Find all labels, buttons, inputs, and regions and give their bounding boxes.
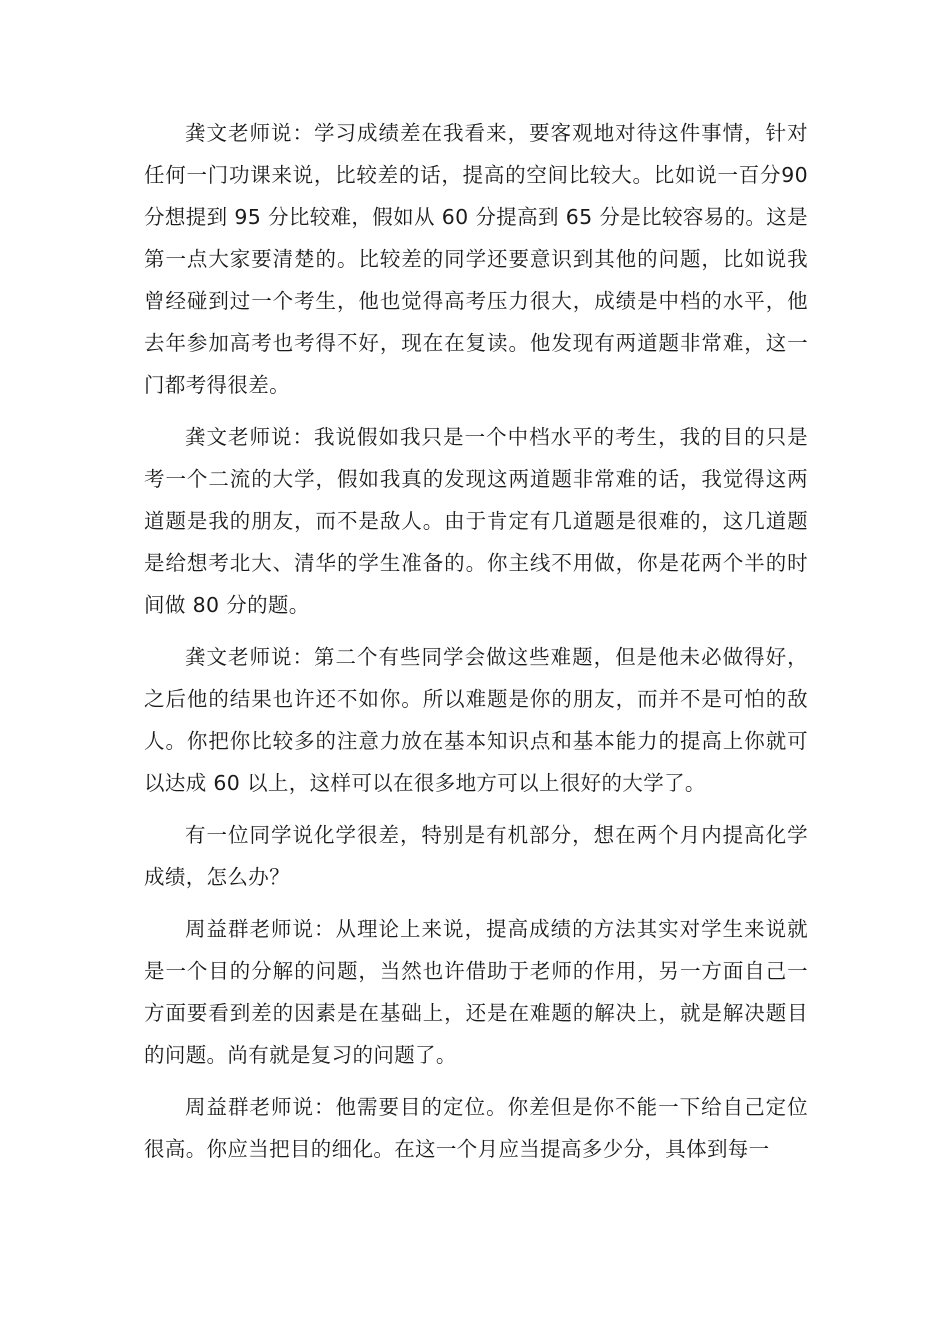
- paragraph: 周益群老师说：从理论上来说，提高成绩的方法其实对学生来说就是一个目的分解的问题，当然也许借助于老师的作用，另一方面自己一方面要看到差的因素是在基础上，还是在难题的解决上，就是解决题目的问题。尚有就是复习的问题了。: [144, 917, 808, 1067]
- paragraph: 龚文老师说：我说假如我只是一个中档水平的考生，我的目的只是考一个二流的大学，假如我真的发现这两道题非常难的话，我觉得这两道题是我的朋友，而不是敌人。由于肯定有几道题是很难的，这几道题是给想考北大、清华的学生准备的。你主线不用做，你是花两个半的时间做 80 分的题。: [144, 425, 808, 617]
- paragraph: 龚文老师说：第二个有些同学会做这些难题，但是他未必做得好，之后他的结果也许还不如你。所以难题是你的朋友，而并不是可怕的敌人。你把你比较多的注意力放在基本知识点和基本能力的提高上你就可以达成 60 以上，这样可以在很多地方可以上很好的大学了。: [144, 645, 808, 795]
- paragraph: 龚文老师说：学习成绩差在我看来，要客观地对待这件事情，针对任何一门功课来说，比较差的话，提高的空间比较大。比如说一百分90 分想提到 95 分比较难，假如从 60 分提高到 65 分是比较容易的。这是第一点大家要清楚的。比较差的同学还要意识到其他的问题，比如说我曾经碰到过一个考生，他也觉得高考压力很大，成绩是中档的水平，他去年参加高考也考得不好，现在在复读。他发现有两道题非常难，这一门都考得很差。: [144, 121, 808, 397]
- document-body: [144, 112, 808, 1180]
- paragraph: 周益群老师说：他需要目的定位。你差但是你不能一下给自己定位很高。你应当把目的细化。在这一个月应当提高多少分，具体到每一: [144, 1095, 808, 1161]
- paragraph: 有一位同学说化学很差，特别是有机部分，想在两个月内提高化学成绩，怎么办？: [144, 823, 808, 889]
